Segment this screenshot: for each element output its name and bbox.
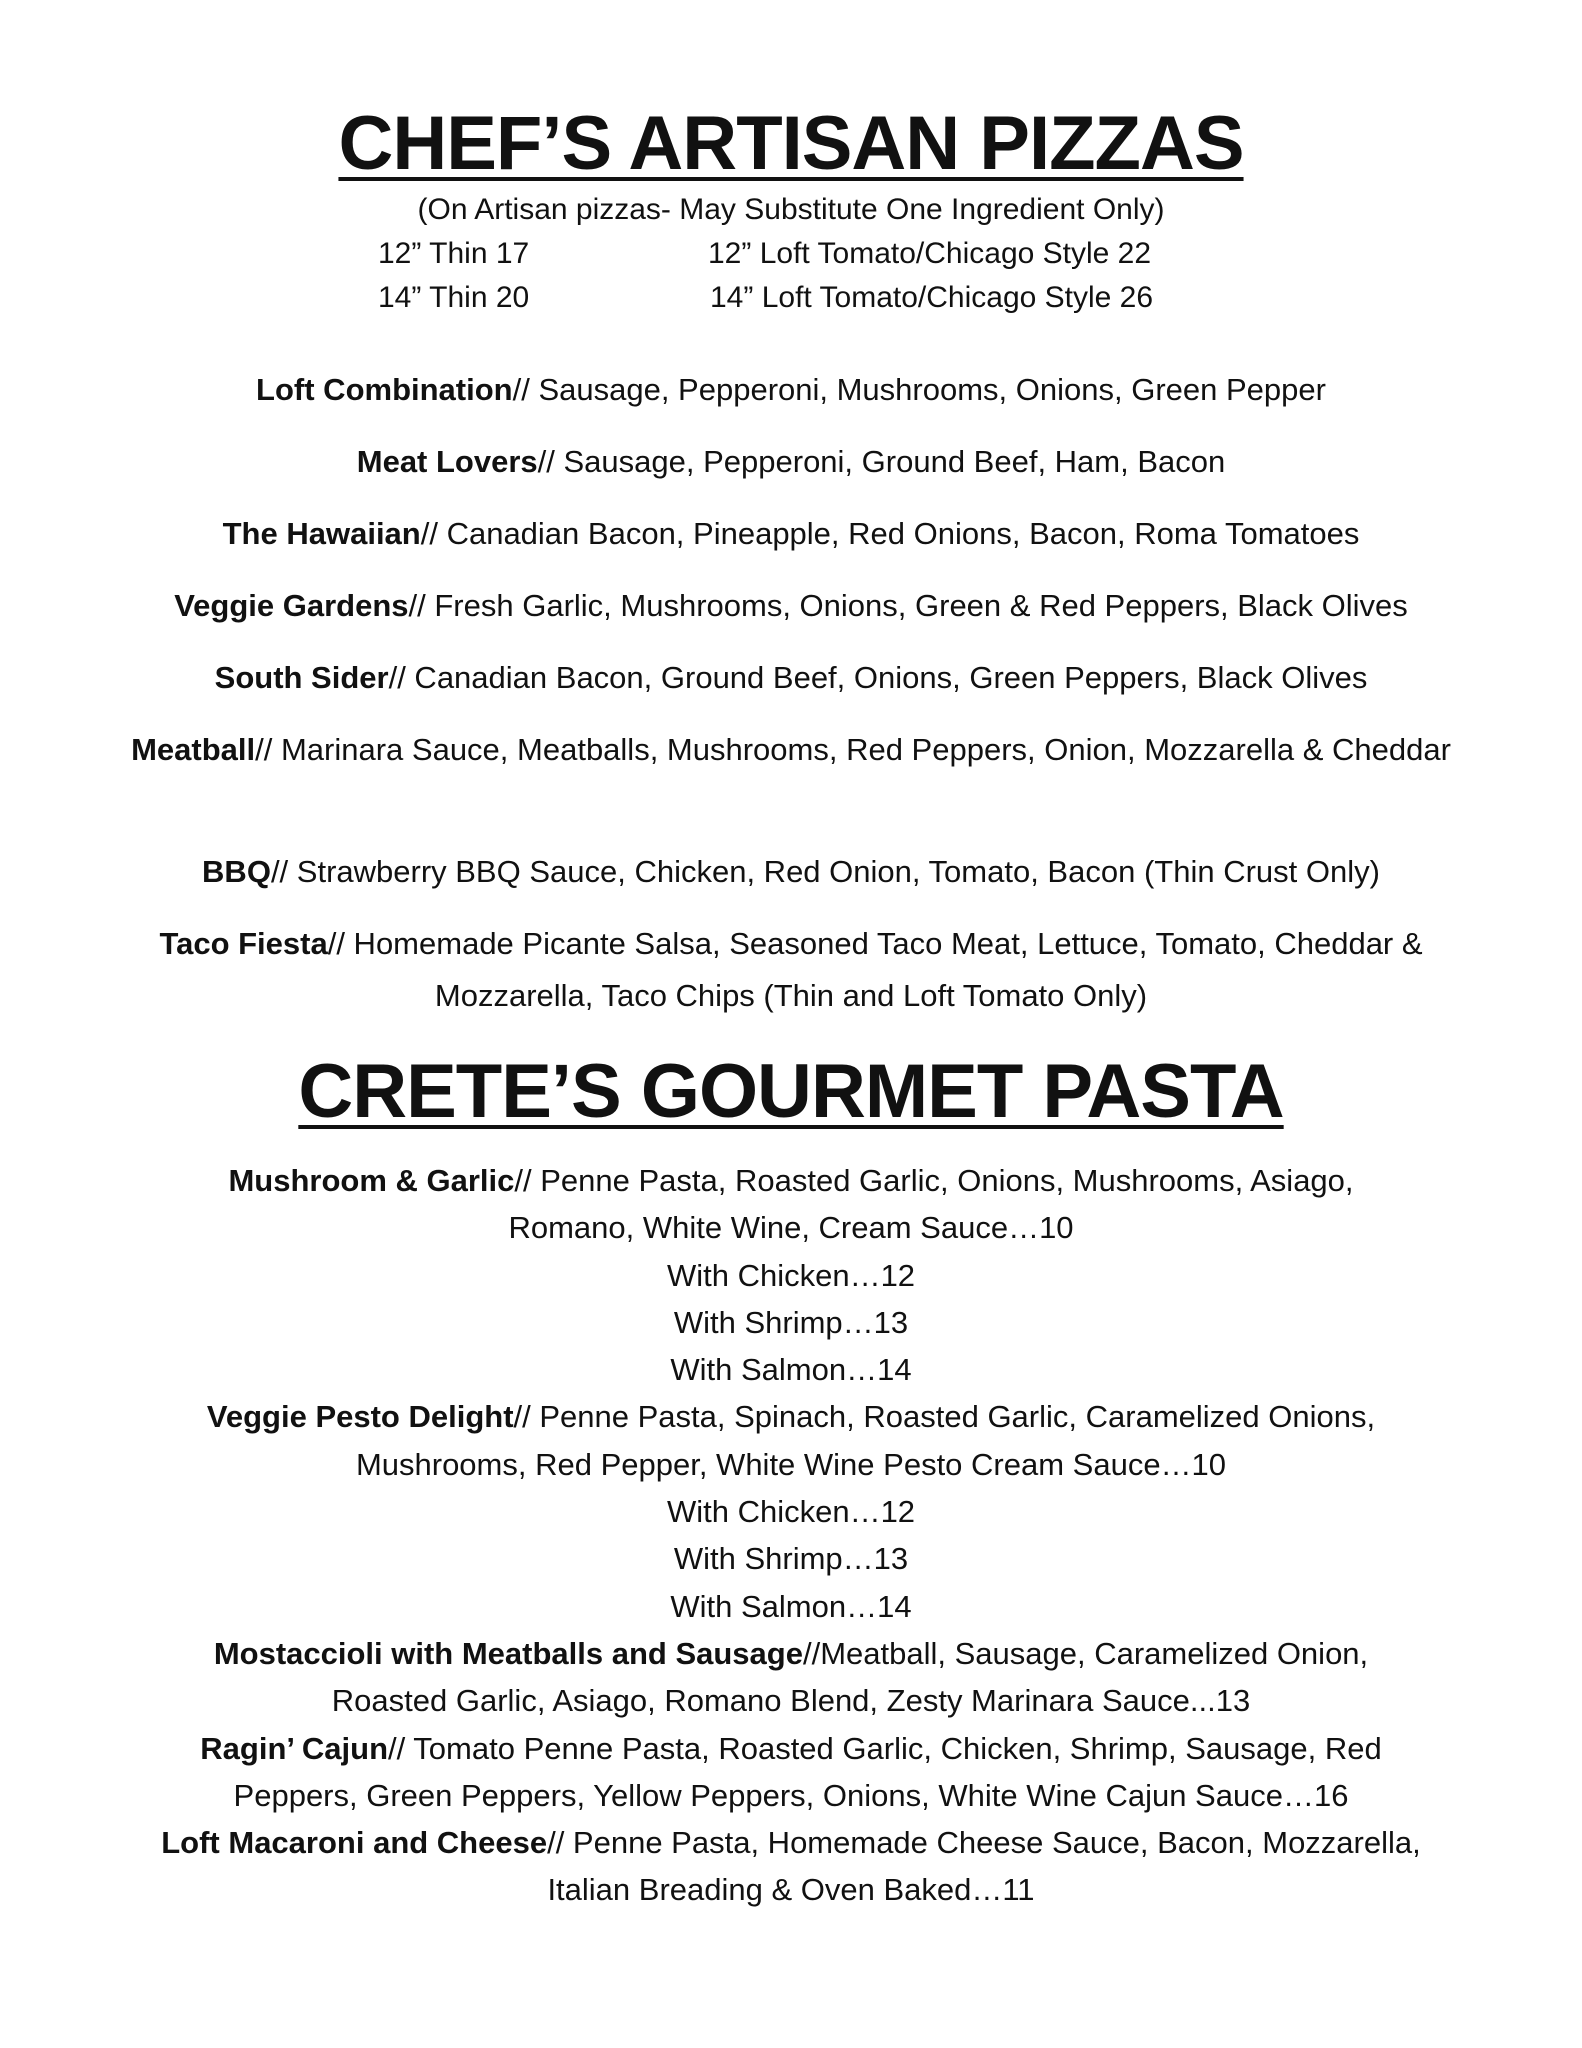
pasta-item-desc: //Meatball, Sausage, Caramelized Onion, [802,1635,1369,1671]
pizza-item [90,846,1492,898]
pizza-substitution-note: (On Artisan pizzas- May Substitute One Ingredient Only) [417,193,1165,226]
pizza-item-desc: // Sausage, Pepperoni, Ground Beef, Ham, Bacon [537,444,1226,479]
pasta-item-name: Mostaccioli with Meatballs and Sausage [213,1635,803,1671]
pizza-item-name: BBQ [202,854,271,889]
pizza-item-name: Taco Fiesta [159,926,328,961]
pizza-item-name: South Sider [214,660,389,695]
pizza-item-name: Meat Lovers [356,444,538,479]
pizza-item-desc: // Strawberry BBQ Sauce, Chicken, Red Onion, Tomato, Bacon (Thin Crust Only) [270,854,1380,889]
pizza-item-desc: // Homemade Picante Salsa, Seasoned Taco Meat, Lettuce, Tomato, Cheddar & Mozzarella, Taco Chips (Thin and Loft Tomato Only) [327,926,1423,1013]
pizza-item-name: Loft Combination [256,372,513,407]
pasta-item-line [80,1725,1502,1772]
pizza-item-name: Meatball [131,732,256,767]
pasta-item-line [80,1393,1502,1440]
pasta-section-title: CRETE’S GOURMET PASTA [298,1049,1284,1134]
pizza-item [90,508,1492,560]
pasta-item-desc-cont: Romano, White Wine, Cream Sauce…10 [508,1210,1074,1246]
pizza-item-desc: // Fresh Garlic, Mushrooms, Onions, Green & Red Peppers, Black Olives [408,588,1408,623]
pizza-item-name: The Hawaiian [222,516,421,551]
pasta-item-desc-cont: Peppers, Green Peppers, Yellow Peppers, Onions, White Wine Cajun Sauce…16 [233,1777,1349,1813]
pizza-item-desc: // Sausage, Pepperoni, Mushrooms, Onions, Green Pepper [512,372,1326,407]
pasta-addon: With Chicken…12 [666,1494,916,1530]
pizza-item [90,364,1492,416]
pasta-item-desc-cont: Roasted Garlic, Asiago, Romano Blend, Zesty Marinara Sauce...13 [331,1683,1251,1719]
size-14-loft-price: 14” Loft Tomato/Chicago Style 26 [710,281,1154,314]
pasta-item-desc: // Penne Pasta, Roasted Garlic, Onions, Mushrooms, Asiago, [514,1163,1354,1198]
pasta-item-desc: // Tomato Penne Pasta, Roasted Garlic, Chicken, Shrimp, Sausage, Red [388,1730,1382,1766]
size-12-thin-price: 12” Thin 17 [378,237,530,270]
pizza-item [90,724,1492,776]
pizza-section-title: CHEF’S ARTISAN PIZZAS [338,101,1244,186]
pasta-item-line [80,1157,1502,1204]
pizza-item [90,436,1492,488]
pasta-addon: With Chicken…12 [666,1257,916,1293]
size-14-thin-price: 14” Thin 20 [378,281,530,314]
pasta-addon: With Salmon…14 [670,1352,912,1388]
pasta-item-desc-cont: Italian Breading & Oven Baked…11 [547,1872,1035,1908]
pasta-item-desc: // Penne Pasta, Spinach, Roasted Garlic, Caramelized Onions, [513,1399,1376,1435]
pizza-item-name: Veggie Gardens [174,588,409,623]
pasta-list [80,1157,1502,1914]
pasta-item-desc: // Penne Pasta, Homemade Cheese Sauce, Bacon, Mozzarella, [547,1825,1421,1861]
pasta-addon: With Shrimp…13 [673,1304,909,1340]
pizza-item-desc: // Marinara Sauce, Meatballs, Mushrooms, Red Peppers, Onion, Mozzarella & Cheddar [255,732,1451,767]
pasta-item-line [80,1819,1502,1866]
pizza-item [90,652,1492,704]
pasta-item-desc-cont: Mushrooms, Red Pepper, White Wine Pesto Cream Sauce…10 [355,1446,1227,1482]
pasta-item-name: Ragin’ Cajun [200,1730,389,1766]
pizza-item [90,918,1492,1022]
pasta-item-name: Veggie Pesto Delight [206,1399,514,1435]
pizza-item-desc: // Canadian Bacon, Pineapple, Red Onions, Bacon, Roma Tomatoes [420,516,1360,551]
pasta-addon: With Shrimp…13 [673,1541,909,1577]
size-12-loft-price: 12” Loft Tomato/Chicago Style 22 [708,237,1152,270]
pizza-item-desc: // Canadian Bacon, Ground Beef, Onions, Green Peppers, Black Olives [388,660,1368,695]
pasta-item-name: Mushroom & Garlic [228,1163,515,1198]
pasta-item-line [80,1630,1502,1677]
pasta-addon: With Salmon…14 [670,1588,912,1624]
pizza-item [90,580,1492,632]
pasta-item-name: Loft Macaroni and Cheese [161,1825,548,1861]
